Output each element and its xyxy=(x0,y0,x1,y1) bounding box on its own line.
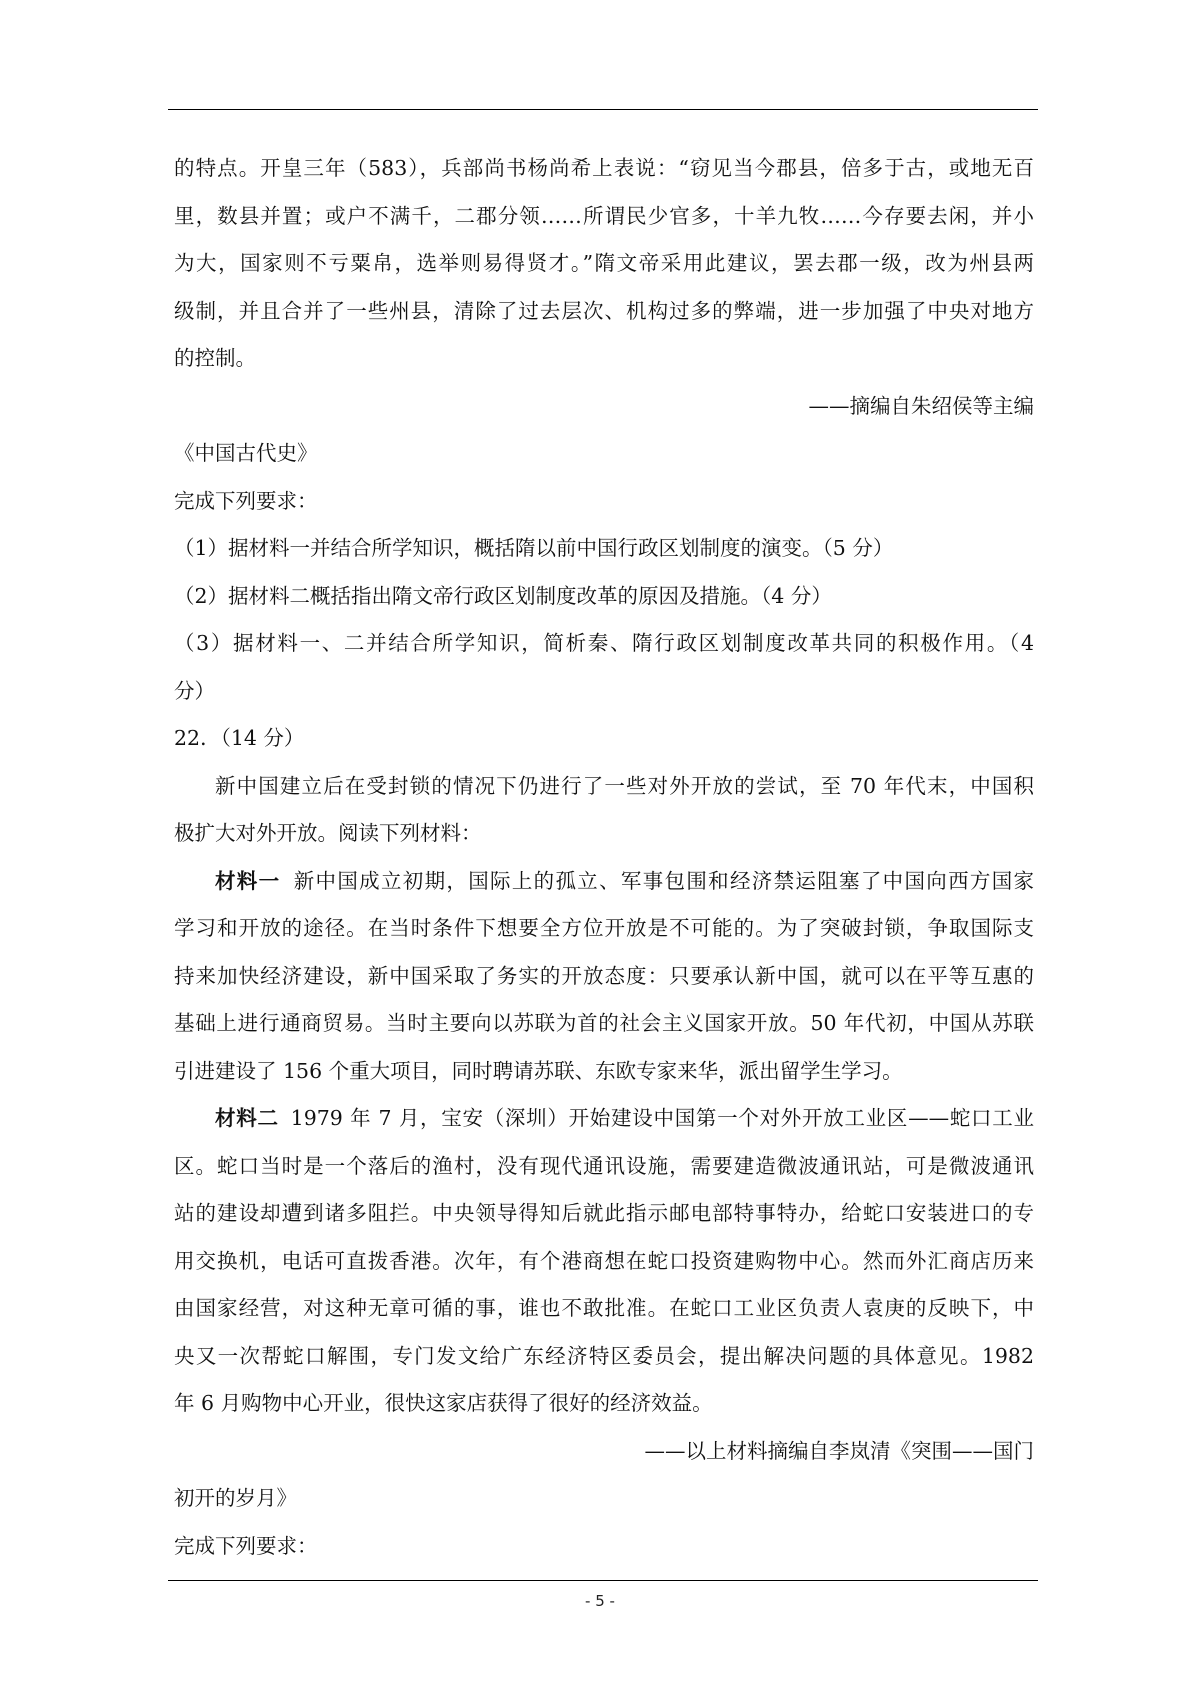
text-line: 的特点。开皇三年（583），兵部尚书杨尚希上表说：“窃见当今郡县，倍多于古，或地无百 xyxy=(174,156,1034,180)
source-citation-title: 《中国古代史》 xyxy=(174,441,318,465)
material-2-label: 材料二 xyxy=(215,1106,279,1130)
header-rule xyxy=(168,109,1038,110)
source-citation: ——以上材料摘编自李岚清《突围——国门 xyxy=(644,1438,1034,1463)
question-3: （3）据材料一、二并结合所学知识，简析秦、隋行政区划制度改革共同的积极作用。（4 xyxy=(174,631,1034,655)
text-line: 的控制。 xyxy=(174,346,256,370)
intro-line: 极扩大对外开放。阅读下列材料： xyxy=(174,821,482,845)
page-body xyxy=(174,145,1034,1570)
question-22-heading: 22．（14 分） xyxy=(174,726,305,750)
source-citation: ——摘编自朱绍侯等主编 xyxy=(808,393,1034,418)
text-line: 持来加快经济建设，新中国采取了务实的开放态度：只要承认新中国，就可以在平等互惠的 xyxy=(174,963,1034,988)
text-line: 区。蛇口当时是一个落后的渔村，没有现代通讯设施，需要建造微波通讯站，可是微波通讯 xyxy=(174,1153,1034,1178)
text-line: 基础上进行通商贸易。当时主要向以苏联为首的社会主义国家开放。50 年代初，中国从苏联 xyxy=(174,1011,1034,1035)
text-line: 站的建设却遭到诸多阻拦。中央领导得知后就此指示邮电部特事特办，给蛇口安装进口的专 xyxy=(174,1201,1034,1225)
text-line: 由国家经营，对这种无章可循的事，谁也不敢批准。在蛇口工业区负责人袁庚的反映下，中 xyxy=(174,1296,1034,1320)
material-1-label: 材料一 xyxy=(215,868,281,893)
material-2-first-line xyxy=(174,1095,1034,1143)
text-line: 年 6 月购物中心开业，很快这家店获得了很好的经济效益。 xyxy=(174,1391,713,1415)
text-line: 里，数县并置；或户不满千，二郡分领……所谓民少官多，十羊九牧……今存要去闲，并小 xyxy=(174,203,1034,228)
text-line: 级制，并且合并了一些州县，清除了过去层次、机构过多的弊端，进一步加强了中央对地方 xyxy=(174,298,1034,323)
question-2: （2）据材料二概括指出隋文帝行政区划制度改革的原因及措施。（4 分） xyxy=(174,583,832,608)
requirements-heading: 完成下列要求： xyxy=(174,488,318,513)
source-citation-title: 初开的岁月》 xyxy=(174,1486,297,1510)
material-1-first-line xyxy=(174,858,1034,906)
footer-rule xyxy=(168,1580,1038,1581)
text-line: 用交换机，电话可直拨香港。次年，有个港商想在蛇口投资建购物中心。然而外汇商店历来 xyxy=(174,1248,1034,1273)
page-number: - 5 - xyxy=(585,1592,615,1610)
question-3-continued: 分） xyxy=(174,678,215,703)
requirements-heading: 完成下列要求： xyxy=(174,1533,318,1558)
material-1-text: 新中国成立初期，国际上的孤立、军事包围和经济禁运阻塞了中国向西方国家 xyxy=(292,868,1035,893)
text-line: 引进建设了 156 个重大项目，同时聘请苏联、东欧专家来华，派出留学生学习。 xyxy=(174,1058,903,1083)
question-1: （1）据材料一并结合所学知识，概括隋以前中国行政区划制度的演变。（5 分） xyxy=(174,536,894,560)
intro-line: 新中国建立后在受封锁的情况下仍进行了一些对外开放的尝试，至 70 年代末，中国积 xyxy=(215,773,1034,798)
text-line: 学习和开放的途径。在当时条件下想要全方位开放是不可能的。为了突破封锁，争取国际支 xyxy=(174,916,1034,940)
material-2-text: 1979 年 7 月，宝安（深圳）开始建设中国第一个对外开放工业区——蛇口工业 xyxy=(290,1106,1035,1130)
text-line: 为大，国家则不亏粟帛，选举则易得贤才。”隋文帝采用此建议，罢去郡一级，改为州县两 xyxy=(174,251,1034,275)
text-line: 央又一次帮蛇口解围，专门发文给广东经济特区委员会，提出解决问题的具体意见。1982 xyxy=(174,1343,1034,1368)
